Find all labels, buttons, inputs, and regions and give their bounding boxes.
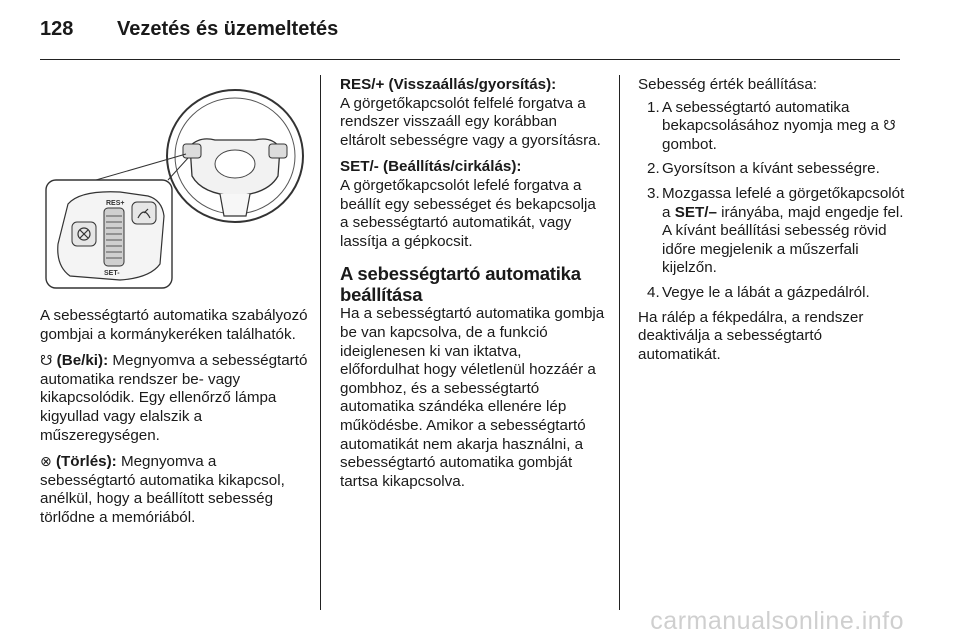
- set-heading: SET/- (Beállítás/cirkálás):: [340, 158, 522, 176]
- section-title: A sebességtartó automatika beállítása: [340, 263, 581, 306]
- step-number: 1.: [647, 98, 660, 116]
- on-off-text: Megnyomva a sebességtartó automatika rendszer be- vagy kikapcsolódik. Egy ellenőrző lámpa kigyullad vagy elalszik a műszeregységen.: [40, 352, 308, 444]
- column-2: [340, 76, 605, 499]
- step-text-end: gombot.: [662, 135, 717, 153]
- step-text: Vegye le a lábát a gázpedálról.: [662, 283, 870, 301]
- on-off-paragraph: [40, 352, 310, 445]
- cruise-control-icon: ☋: [883, 118, 896, 135]
- step-text: A sebességtartó automatika bekapcsolásához nyomja meg a: [662, 98, 879, 135]
- cancel-label: (Törlés):: [55, 453, 117, 471]
- res-label: RES+: [106, 200, 125, 207]
- page-title: Vezetés és üzemeltetés: [117, 18, 339, 40]
- closing-paragraph: Ha rálép a fékpedálra, a rendszer deaktiválja a sebességtartó automatikát.: [638, 308, 864, 363]
- column-3: [638, 76, 906, 372]
- header-rule: [40, 59, 900, 60]
- step-text: Mozgassa lefelé a görgetőkapcsolót a: [662, 184, 905, 221]
- column-1: [40, 76, 310, 536]
- list-item: [638, 160, 906, 179]
- cancel-icon: ⊗: [40, 454, 52, 471]
- cruise-control-icon: ☋: [40, 353, 53, 370]
- res-heading: RES/+ (Visszaállás/gyorsítás):: [340, 76, 557, 93]
- steps-intro: Sebesség érték beállítása:: [638, 76, 817, 93]
- step-number: 3.: [647, 184, 660, 202]
- step-note: A kívánt beállítási sebesség rövid időre megjelenik a műszerfali kijelzőn.: [662, 222, 887, 277]
- list-item: [638, 185, 906, 278]
- res-text: A görgetőkapcsolót felfelé forgatva a rendszer visszaáll egy korábban eltárolt sebességre vagy a gyorsításra.: [340, 94, 601, 149]
- steering-wheel-figure: [40, 76, 310, 301]
- steering-wheel-illustration: [40, 76, 310, 301]
- list-item: [638, 284, 906, 303]
- steps-list: [638, 99, 906, 303]
- step-number: 4.: [647, 283, 660, 301]
- step-text-end: irányába, majd engedje fel.: [721, 203, 904, 221]
- set-paragraph: [340, 158, 605, 251]
- res-paragraph: [340, 76, 605, 150]
- set-text: A görgetőkapcsolót lefelé forgatva a beállít egy sebességet és bekapcsolja a sebességtartó automatikát, vagy lassítja a gépkocsit.: [340, 176, 596, 250]
- on-off-label: (Be/ki):: [56, 352, 109, 370]
- page-number: 128: [40, 18, 74, 40]
- column-divider-2: [619, 75, 620, 610]
- list-item: [638, 99, 906, 155]
- figure-caption: A sebességtartó automatika szabályozó gombjai a kormánykeréken találhatók.: [40, 307, 308, 343]
- cancel-text: Megnyomva a sebességtartó automatika kikapcsol, anélkül, hogy a beállított sebesség törlődne a memóriából.: [40, 453, 285, 526]
- set-minus-label: SET/–: [674, 203, 717, 221]
- set-label: SET-: [104, 270, 120, 277]
- section-text: Ha a sebességtartó automatika gombja be van kapcsolva, de a funkció ideiglenesen ki van iktatva, előfordulhat hogy véletlenül hozzáér a gombhoz, és a sebességtartó automatika szándéka ellenére lép működésbe. Amikor a sebességtartó automatikát nem akarja használni, a sebességtartó automatika gombját tartsa kikapcsolva.: [340, 305, 605, 490]
- cancel-paragraph: [40, 453, 310, 527]
- step-number: 2.: [647, 160, 660, 178]
- watermark: carmanualsonline.info: [650, 607, 904, 635]
- step-text: Gyorsítson a kívánt sebességre.: [662, 160, 880, 178]
- column-divider-1: [320, 75, 321, 610]
